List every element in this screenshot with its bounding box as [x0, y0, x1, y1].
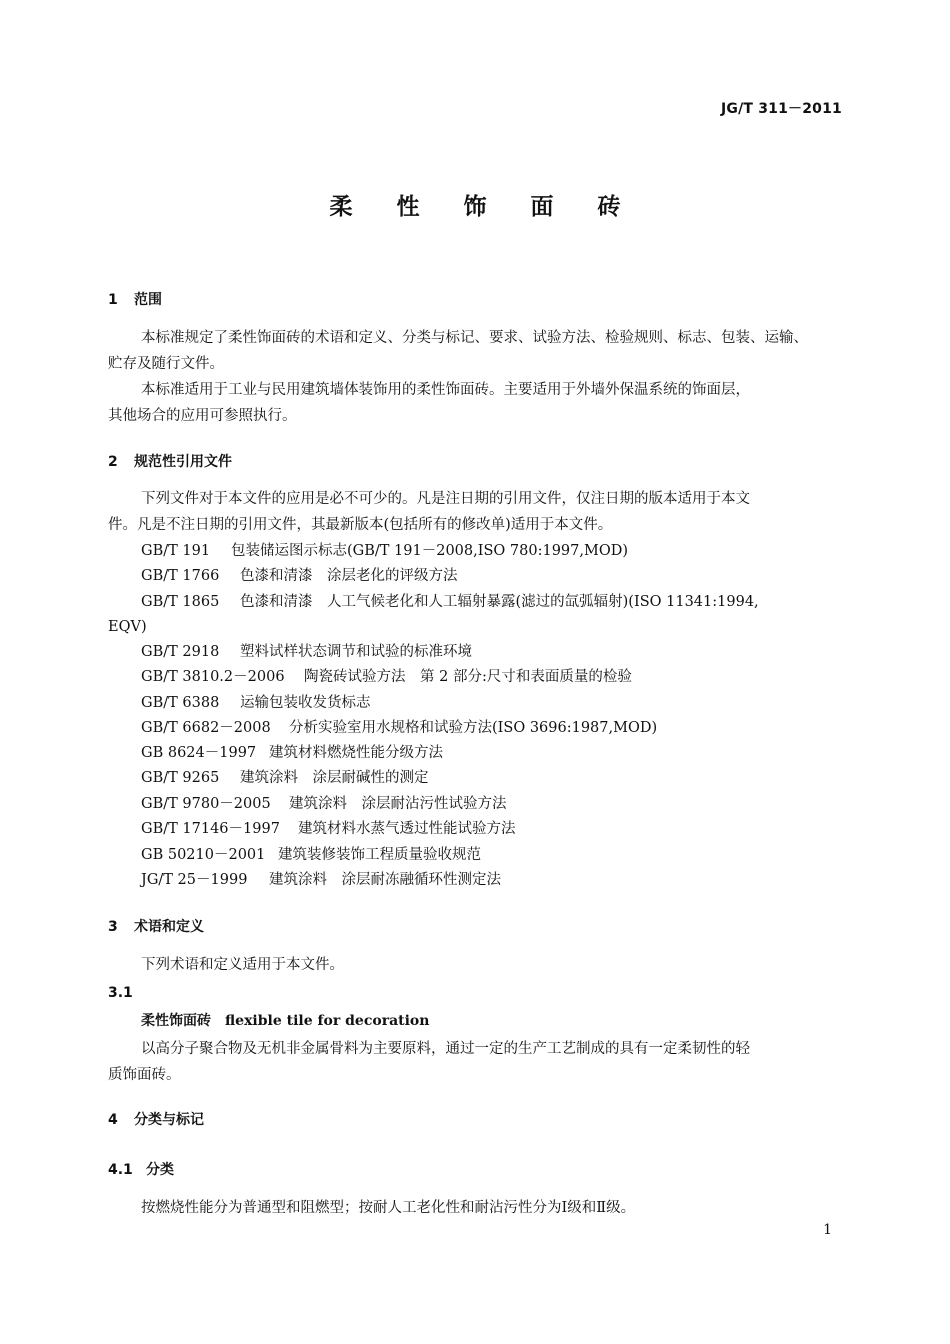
reference-title: 分析实验室用水规格和试验方法(ISO 3696:1987,MOD)	[289, 720, 658, 736]
reference-item	[141, 743, 443, 763]
standard-number: JG/T 311－2011	[720, 101, 842, 117]
section-number: 1	[108, 292, 118, 308]
paragraph-line: 下列术语和定义适用于本文件。	[141, 957, 344, 973]
reference-code: GB/T 2918	[141, 644, 220, 660]
reference-title: 包装储运图示标志(GB/T 191－2008,ISO 780:1997,MOD)	[231, 543, 628, 559]
section-number: 2	[108, 454, 118, 470]
section-title: 分类与标记	[134, 1112, 204, 1128]
reference-code: GB/T 6682－2008	[141, 720, 271, 736]
section-3-heading	[108, 917, 204, 937]
reference-code: GB 50210－2001	[141, 847, 266, 863]
section-1-heading	[108, 290, 162, 310]
reference-title: 建筑涂料 涂层耐沾污性试验方法	[289, 796, 507, 812]
section-title: 规范性引用文件	[134, 454, 232, 470]
section-4-heading	[108, 1110, 204, 1130]
reference-item-continuation	[108, 617, 147, 637]
reference-item	[141, 819, 516, 839]
reference-title: 建筑涂料 涂层耐冻融循环性测定法	[269, 872, 501, 888]
reference-code: GB 8624－1997	[141, 745, 257, 761]
reference-title: 塑料试样状态调节和试验的标准环境	[240, 644, 472, 660]
term-name	[141, 1011, 429, 1031]
paragraph-line: 质饰面砖。	[108, 1067, 181, 1083]
term-name-english: flexible tile for decoration	[225, 1013, 430, 1029]
reference-title: 建筑材料燃烧性能分级方法	[269, 745, 443, 761]
reference-code: GB/T 9265	[141, 770, 220, 786]
subsection-title: 分类	[146, 1162, 174, 1178]
reference-item	[141, 642, 472, 662]
section-number: 3	[108, 919, 118, 935]
reference-title: 色漆和清漆 涂层老化的评级方法	[240, 568, 458, 584]
reference-item	[141, 566, 458, 586]
paragraph-line: 其他场合的应用可参照执行。	[108, 408, 297, 424]
reference-title: 建筑装修装饰工程质量验收规范	[278, 847, 481, 863]
subsection-4-1-heading	[108, 1160, 174, 1180]
reference-title: EQV)	[108, 619, 147, 635]
reference-item	[141, 592, 759, 612]
reference-item	[141, 794, 507, 814]
reference-code: GB/T 17146－1997	[141, 821, 280, 837]
term-number: 3.1	[108, 985, 133, 1001]
reference-title: 建筑涂料 涂层耐碱性的测定	[240, 770, 429, 786]
section-title: 范围	[134, 292, 162, 308]
reference-code: GB/T 9780－2005	[141, 796, 271, 812]
reference-title: 陶瓷砖试验方法 第 2 部分:尺寸和表面质量的检验	[304, 669, 632, 685]
reference-item	[141, 541, 628, 561]
reference-title: 运输包装收发货标志	[240, 695, 371, 711]
paragraph-line: 本标准规定了柔性饰面砖的术语和定义、分类与标记、要求、试验方法、检验规则、标志、包装、运输、	[141, 330, 808, 346]
reference-item	[141, 718, 657, 738]
paragraph-line: 本标准适用于工业与民用建筑墙体装饰用的柔性饰面砖。主要适用于外墙外保温系统的饰面层，	[141, 382, 750, 398]
reference-item	[141, 693, 371, 713]
reference-title: 色漆和清漆 人工气候老化和人工辐射暴露(滤过的氙弧辐射)(ISO 11341:1994,	[240, 594, 759, 610]
section-title: 术语和定义	[134, 919, 204, 935]
document-title: 柔 性 饰 面 砖	[329, 194, 639, 220]
reference-code: GB/T 1865	[141, 594, 220, 610]
reference-code: GB/T 1766	[141, 568, 220, 584]
reference-item	[141, 870, 501, 890]
reference-code: GB/T 6388	[141, 695, 220, 711]
paragraph-line: 贮存及随行文件。	[108, 356, 224, 372]
reference-code: GB/T 3810.2－2006	[141, 669, 285, 685]
page-number: 1	[823, 1222, 832, 1238]
reference-code: GB/T 191	[141, 543, 211, 559]
paragraph-line: 以高分子聚合物及无机非金属骨料为主要原料，通过一定的生产工艺制成的具有一定柔韧性的轻	[141, 1041, 750, 1057]
reference-item	[141, 845, 481, 865]
reference-item	[141, 768, 429, 788]
section-2-heading	[108, 452, 232, 472]
reference-item	[141, 667, 632, 687]
paragraph-line: 下列文件对于本文件的应用是必不可少的。凡是注日期的引用文件，仅注日期的版本适用于本文	[141, 491, 750, 507]
term-name-chinese: 柔性饰面砖	[141, 1013, 211, 1029]
reference-title: 建筑材料水蒸气透过性能试验方法	[298, 821, 516, 837]
reference-code: JG/T 25－1999	[141, 872, 248, 888]
section-number: 4	[108, 1112, 118, 1128]
paragraph-line: 按燃烧性能分为普通型和阻燃型；按耐人工老化性和耐沾污性分为Ⅰ级和Ⅱ级。	[141, 1200, 636, 1216]
paragraph-line: 件。凡是不注日期的引用文件，其最新版本(包括所有的修改单)适用于本文件。	[108, 517, 613, 533]
subsection-number: 4.1	[108, 1162, 133, 1178]
